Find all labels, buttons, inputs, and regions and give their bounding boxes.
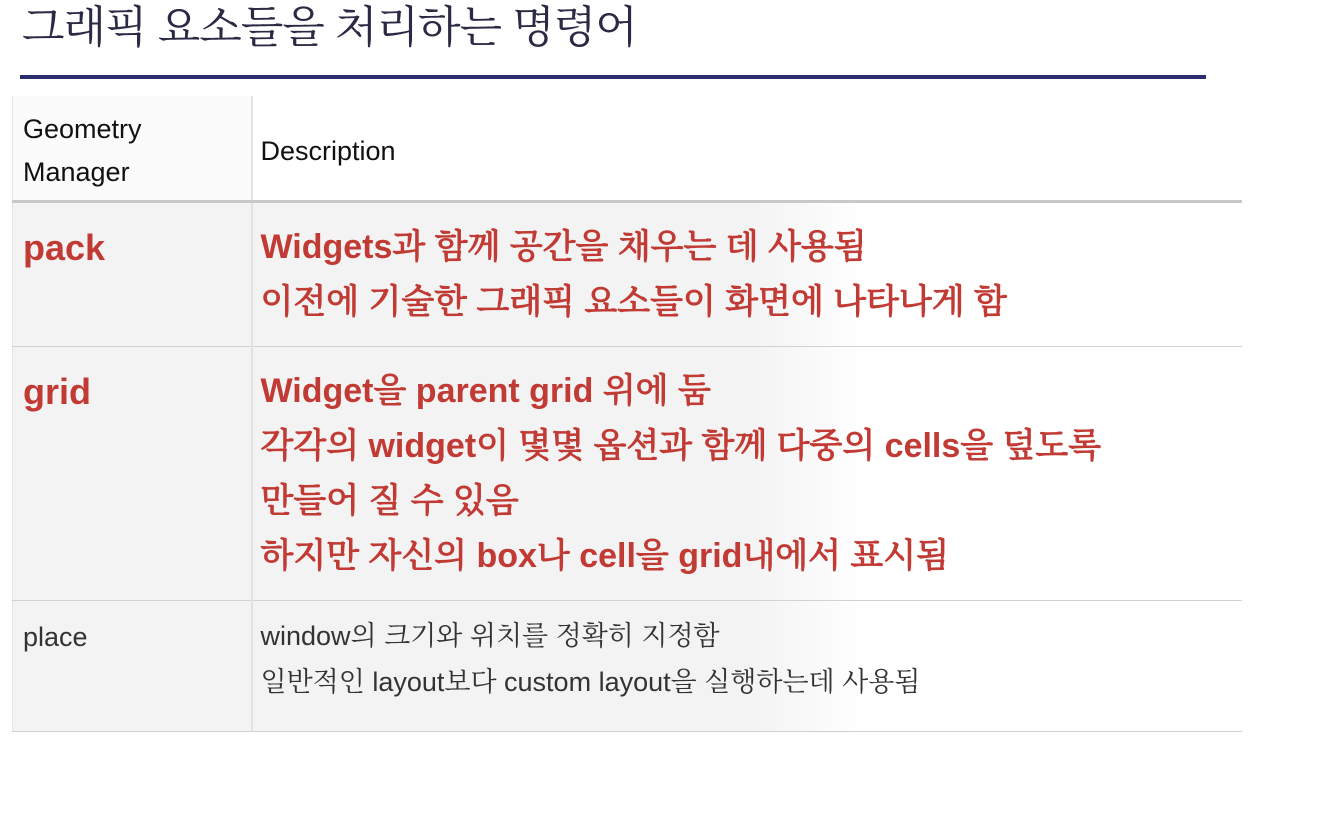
row-name-cell [13,601,252,732]
row-description-cell [252,202,1242,347]
geometry-manager-table [12,96,1242,732]
pack-description-line-1: Widgets과 함께 공간을 채우는 데 사용됨 [260,228,867,266]
row-name-pack: pack [23,227,106,268]
place-description-line-2: 일반적인 layout보다 custom layout을 실행하는데 사용됨 [260,667,921,697]
title-underline [20,75,1206,79]
pack-description-line-2: 이전에 기술한 그래픽 요소들이 화면에 나타나게 함 [260,283,1007,321]
header-cell-description [252,96,1242,202]
row-name-grid: grid [23,371,91,412]
row-name-place: place [23,622,88,652]
table-row-pack [13,202,1242,347]
header-name-line-2: Manager [23,157,130,187]
table-header-row [13,96,1242,202]
row-name-cell [13,202,252,347]
row-description-cell [252,601,1242,732]
grid-description-line-3: 만들어 질 수 있음 [260,482,519,520]
table-row-place [13,601,1242,732]
place-description-line-1: window의 크기와 위치를 정확히 지정함 [260,621,720,651]
header-description-label: Description [260,136,396,166]
grid-description-line-2: 각각의 widget이 몇몇 옵션과 함께 다중의 cells을 덮도록 [260,427,1102,465]
header-cell-geometry-manager [13,96,252,202]
grid-description-line-4: 하지만 자신의 box나 cell을 grid내에서 표시됨 [260,537,949,575]
row-name-cell [13,347,252,601]
header-name-line-1: Geometry [23,114,142,144]
slide-title: 그래픽 요소들을 처리하는 명령어 [22,3,637,52]
table-row-grid [13,347,1242,601]
row-description-cell [252,347,1242,601]
grid-description-line-1: Widget을 parent grid 위에 둠 [260,372,711,410]
